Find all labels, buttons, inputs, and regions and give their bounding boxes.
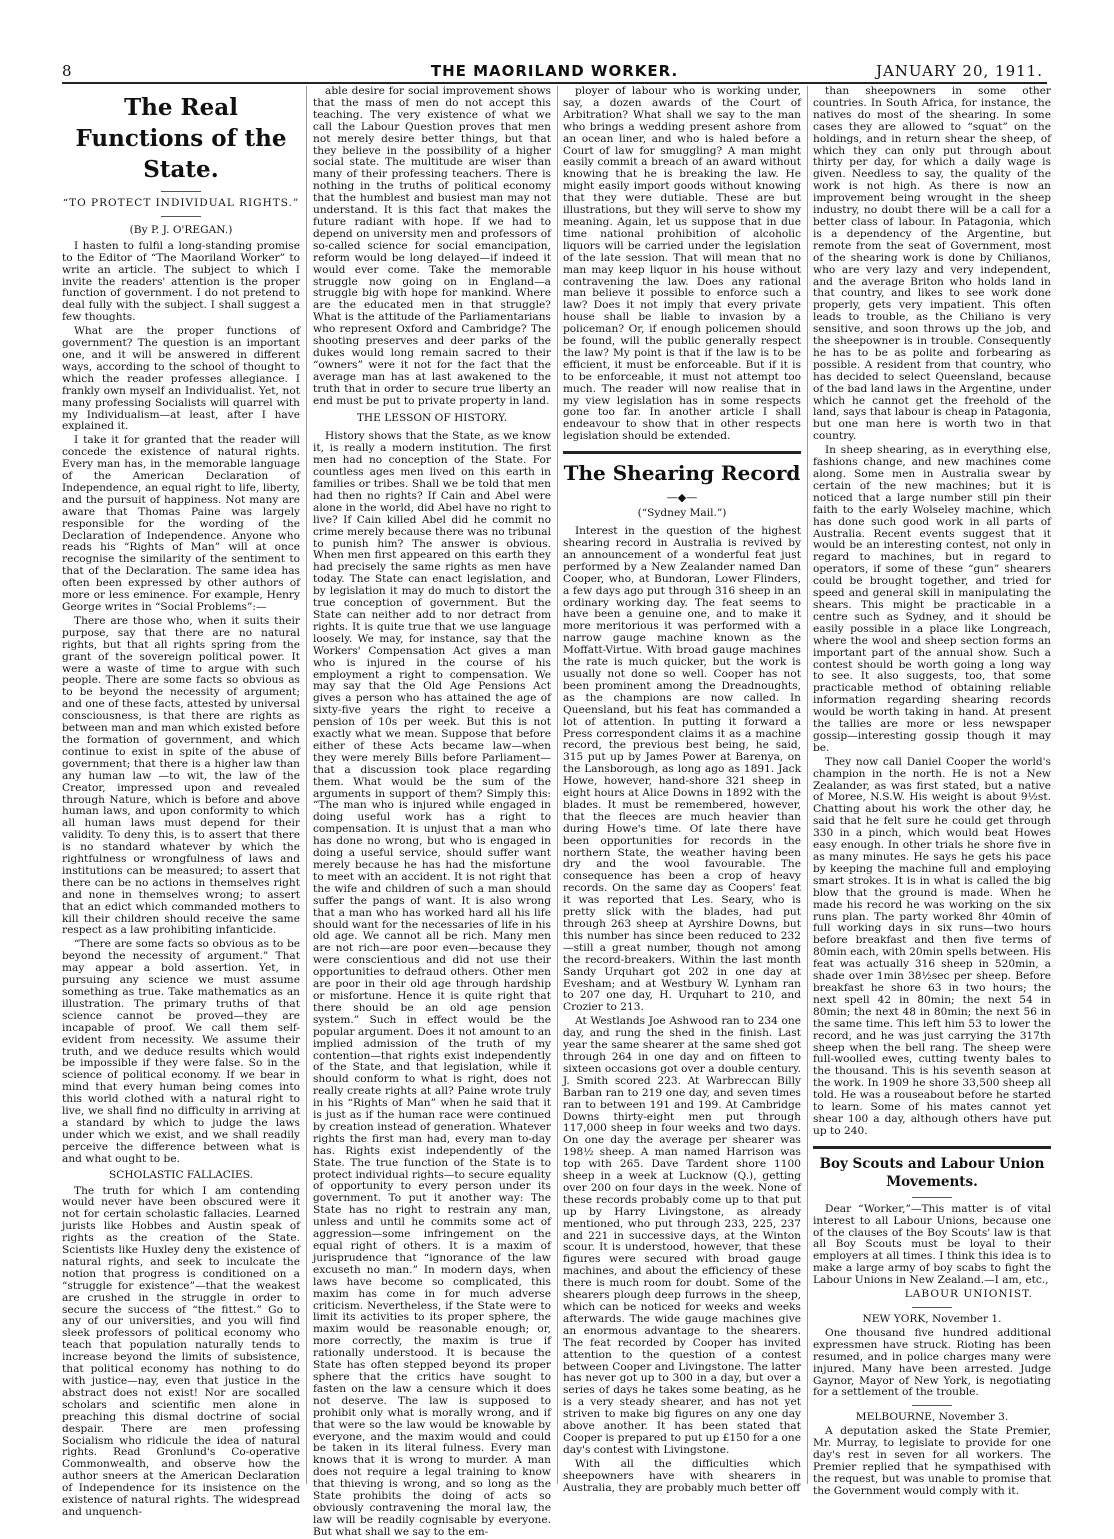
column-3 [563,85,801,1494]
paragraph: In sheep shearing, as in everything else, fashions change, and new machines come along. Some men in Australia swear by certain of the new machines; but it is noticed that a large number still pin their faith to the early Wolseley machine, which has done such good work in all parts of Australia. Recent events suggest that it would be an interesting contest, not only in regard to machines, but in regard to operators, if some of these “gun” shearers could be brought together, and tried for speed and general skill in manipulating the shears. This might be practicable in a centre such as Sydney, and it should be easily possible in a place like Longreach, where the wool and sheep section forms an important part of the annual show. Such a contest should be worth going a long way to see. It also suggests, too, that some practicable method of obtaining reliable information regarding shearing records would be worth taking in hand. At present the tallies are more or less newspaper gossip—interesting gossip though it may be. [813,444,1051,754]
paragraph: The truth for which I am contending would never have been obscured were it not for certain scholastic fallacies. Learned jurists like Hobbes and Austin speak of rights as the creation of the State. Scientists like Huxley deny the existence of natural rights, and seek to inculcate the notion that progress is conditioned on a “struggle for existence”—that the weakest are crushed in the struggle in order to secure the success of “the fittest.” Go to any of our universities, and you will find sleek professors of political economy who teach that population naturally tends to increase beyond the limits of subsistence, that political economy has nothing to do with justice—nay, even that justice in the abstract does not exist! Nor are socalled scholars and scientific men alone in preaching this dismal doctrine of social despair. There are men professing Socialism who ridicule the idea of natural rights. Read Gronlund's Co-operative Commonwealth, and observe how the author sneers at the American Declaration of Independence for its insistence on the existence of natural rights. The widespread and unquench- [62,1184,300,1518]
section-heading: THE LESSON OF HISTORY. [356,412,508,425]
paragraph: History shows that the State, as we know it, is really a modern institution. The first men had no conception of the State. For countless ages men lived on this earth in families or tribes. Shall we be told that men had then no rights? If Cain and Abel were alone in the world, did Abel have no right to live? If Cain killed Abel did he commit no crime merely because there was no tribunal to punish him? The answer is obvious. When men first appeared on this earth they had precisely the same rights as men have today. The State can enact legislation, and by legislation it may do much to distort the true conception of government. But the State can neither add to nor detract from rights. It is quite true that we use language loosely. We may, for instance, say that the Workers' Compensation Act gives a man who is injured in the course of his employment a right to compensation. We may say that the Old Age Pensions Act gives a person who has attained the age of sixty-five years the right to receive a pension of 10s per week. But this is not exactly what we mean. Suppose that before either of these Acts became law—when they were merely Bills before Parliament—that a discussion took place regarding them. What would be the sum of the arguments in support of them? Simply this: “The man who is injured while engaged in doing useful work has a right to compensation. It is unjust that a man who has done no wrong, but who is engaged in doing a useful service, should suffer want merely because he has had the misfortune to meet with an accident. It is not right that the wife and children of such a man should suffer the pangs of want. It is also wrong that a man who has worked hard all his life should want for the necessaries of life in his old age. We cannot all be rich. Many men are not rich—are poor even—because they were conscientious and did not use their opportunities to defraud others. Other men are poor in their old age through hardship or misfortune. Hence it is quite right that there should be an old age pension system.” Such in effect would be the popular argument. Does it not amount to an implied admission of the truth of my contention—that rights exist independently of the State, and that legislation, while it should conform to what is right, does not really create rights at all? Paine wrote truly in his “Rights of Man” when he said that it is just as if the human race were continued by creation instead of generation. Whatever rights the first man had, every man to-day has. Rights exist independently of the State. The true function of the State is to protect individual rights—to secure equality of opportunity to every person under its government. To put it another way: The State has no right to restrain any man, unless and until he commits some act of aggression—some infringement on the equal right of others. It is a maxim of jurisprudence that “ignorance of the law excuseth no man.” In modern days, when laws have become so complicated, this maxim has come in for much adverse criticism. Nevertheless, if the State were to limit its activities to its proper sphere, the maxim would be reasonable enough; or, more correctly, the maxim is true if rationally understood. It is because the State has often stepped beyond its proper sphere that the critics have sought to fasten on the law a censure which it does not deserve. The law is supposed to prohibit only what is morally wrong, and if that were so the law would be knowable by everyone, and the maxim would and could be taken in its literal fulness. Every man knows that it is wrong to murder. A man does not require a legal training to know that thieving is wrong, and so long as the State prohibits the doing of acts so obviously contravening the moral law, the law will be readily cognisable by everyone. But what shall we say to the em- [313,430,551,1538]
letter-text: Dear “Worker,”—This matter is of vital interest to all Labour Unions, because one of the clauses of the Boy Scouts' law is that all Boy Scouts must be loyal to their employers at all times. I think this idea is to make a large army of boy scabs to fight the Labour Unions in New Zealand.—I am, etc., [813,1202,1051,1287]
news-text: One thousand five hundred additional expressmen have struck. Rioting has been resumed, and in police charges many were injured. Many have been arrested. Judge Gaynor, Mayor of New York, is negotiating for a settlement of the trouble. [813,1326,1051,1399]
source-credit: (“Sydney Mail.”) [637,507,727,520]
paragraph: What are the proper functions of government? The question is an important one, and it will be answered in different ways, according to the school of thought to which the reader professes allegiance. I frankly own myself an Individualist. Yet, not many professing Socialists will quarrel with my Individualism—at least, after I have explained it. [62,325,300,433]
page-number: 8 [62,62,72,80]
paragraph: able desire for social improvement shows that the mass of men do not accept this teaching. The very existence of what we call the Labour Question proves that men not merely desire better things, but that they believe in the possibility of a higher social state. The multitude are wiser than many of their professing teachers. There is nothing in the truths of political economy that the humblest and busiest man may not understand. It is this fact that makes the future radiant with hope. If we had to depend on university men and professors of so-called science for social emancipation, reform would be long delayed—if indeed it would ever come. Take the memorable struggle now going on in England—a struggle big with hope for mankind. Where are the educated men in that struggle? What is the attitude of the Parliamentarians who represent Oxford and Cambridge? The shooting preserves and deer parks of the dukes would long remain sacred to their “owners” were it not for the fact that the average man has at last awakened to the truth that in order to secure true liberty an end must be put to private property in land. [313,85,551,407]
masthead [62,60,1047,84]
divider [912,1405,952,1406]
divider [563,451,801,454]
issue-date: JANUARY 20, 1911. [875,62,1043,80]
divider [161,191,201,192]
divider [161,216,201,217]
paragraph: ployer of labour who is working under, say, a dozen awards of the Court of Arbitration? What shall we say to the man who brings a wedding present ashore from an ocean liner, and who is haled before a Court of law for smuggling? A man might easily commit a breach of an award without knowing that he is breaking the law. He might easily import goods without knowing that they were dutiable. These are but illustrations, but they will serve to show my meaning. Again, let us suppose that in due time national prohibition of alcoholic liquors will be carried under the legislation of the late session. That will mean that no man may keep liquor in his house without contravening the law. Does any rational man believe it possible to enforce such a law? Does it not imply that every private house shall be liable to invasion by a policeman? Or, if enough policemen should be found, will the public generally respect the law? My point is that if the law is to be efficient, it must be enforceable. But if it is to be enforceable, it must not attempt too much. The reader will now realise that in my view legislation has in some respects gone too far. In another article I shall endeavour to show that in other respects legislation should be extended. [563,85,801,443]
section-heading: SCHOLASTIC FALLACIES. [108,1168,254,1181]
article-headline: The Real Functions of the State. [75,94,287,183]
paragraph: I take it for granted that the reader will concede the existence of natural rights. Every man has, in the memorable language of the American Declaration of Independence, an equal right to life, liberty, and the pursuit of happiness. Not many are aware that Thomas Paine was largely responsible for the wording of the Declaration of Independence. Anyone who reads his “Rights of Man” will at once recognise the similarity of the sentiment to that of the Declaration. The same idea has often been expressed by other authors of more or less eminence. For example, Henry George writes in “Social Problems”:— [62,434,300,613]
paragraph: There are those who, when it suits their purpose, say that there are no natural rights, but that all rights spring from the grant of the sovereign political power. It were a waste of time to argue with such people. There are some facts so obvious as to be beyond the necessity of argument; and one of these facts, attested by universal consciousness, is that there are rights as between man and man which existed before the formation of government, and which continue to exist in spite of the abuse of government; that there is a higher law than any human law —to wit, the law of the Creator, impressed upon and revealed through Nature, which is before and above human laws, and upon conformity to which all human laws must depend for their validity. To deny this, is to assert that there is no standard whatever by which the rightfulness or wrongfulness of laws and institutions can be measured; to assert that there can be no actions in themselves right and none in themselves wrong; to assert that an edict which commanded mothers to kill their children should receive the same respect as a law prohibiting infanticide. [62,614,300,937]
divider [912,1197,952,1198]
ornament-divider: —◆— [666,491,698,505]
paper-title: THE MAORILAND WORKER. [430,62,679,80]
column-4 [813,85,1051,1497]
news-dateline: MELBOURNE, November 3. [855,1411,1009,1424]
divider [912,1307,952,1308]
column-rule [807,86,808,1484]
news-text: A deputation asked the State Premier, Mr. Murray, to legislate to provide for one day's rest in seven for all workers. The Premier replied that he sympathised with the request, but was unable to promise that the Government would comply with it. [813,1425,1051,1497]
paragraph: Interest in the question of the highest shearing record in Australia is revived by an announcement of a wonderful feat just performed by a New Zealander named Dan Cooper, who, at Bundoran, Lower Flinders, a few days ago put through 316 sheep in an ordinary working day. The feat seems to have been a genuine one, and to make it more meritorious it was performed with a narrow gauge machine known as the Moffatt-Virtue. With broad gauge machines the rate is much quicker, but the work is usually not done so well. Cooper has not been prominent among the Dreadnoughts, as the champions are now called. In Queensland, but his feat has commanded a lot of attention. In putting it forward a Press correspondent claims it as a machine record, the previous best being, he said, 315 put up by James Power at Barenya, on the Lansborough, as long ago as 1891. Jack Howe, however, hand-shore 321 sheep in eight hours at Alice Downs in 1892 with the blades. It must be remembered, however, that the fleeces are much heavier than during Howe's time. Of late there have been opportunities for records in the northern State, the weather having been dry and the wool favourable. The consequence has been a crop of heavy records. On the same day as Coopers' feat it was reported that Les. Seary, who is pretty slick with the blades, had put through 263 sheep at Ayrshire Downs, but this number has since been reduced to 232—still a great number, though not among the record-breakers. Within the last month Sandy Urquhart got 202 in one day at Evesham; and at Westbury W. Lynham ran to 207 one day, H. Urquhart to 210, and Crozier to 213. [563,525,801,1014]
divider [813,1146,1051,1149]
column-1 [62,86,300,1518]
paragraph: With all the difficulties which sheepowners have with shearers in Australia, they are probably much better off [563,1457,801,1494]
article-subhead: “TO PROTECT INDIVIDUAL RIGHTS.” [62,197,300,209]
paragraph: I hasten to fulfil a long-standing promise to the Editor of “The Maoriland Worker” to write an article. The subject to which I invite the readers' attention is the proper function of government. I do not pretend to deal fully with the subject. I shall suggest a few thoughts. [62,239,300,324]
letter-signature: LABOUR UNIONIST. [904,1288,1033,1301]
article-headline: The Shearing Record [563,461,801,486]
paragraph: They now call Daniel Cooper the world's champion in the north. He is not a New Zealander, as was first stated, but a native of Moree, N.S.W. His weight is about 9½st. Chatting about his work the other day, he said that he felt sure he could get through 330 in a pinch, which would beat Howes easy enough. In other trials he shore five in as many minutes. He says he gets his pace by keeping the machine full and employing smart strokes. It is in what is called the big blow that the ground is made. When he made his record he was working on the six runs plan. The party worked 8hr 40min of full working days in six runs—two hours before breakfast and then five terms of 80min each, with 20min spells between. His feat was actually 316 sheep in 520min, a shade over 1min 38½sec per sheep. Before breakfast he shore 63 in two hours; the next spell 42 in 80min; the next 54 in 80min; the next 48 in 80min; the next 56 in the same time. This left him 53 to lower the record, and he was just carrying the 317th sheep when the bell rang. The sheep were full-woolled ewes, cutting twenty bales to the thousand. This is his seventh season at the work. In 1909 he shore 33,500 sheep all told. He was a rouseabout before he started to learn. Some of his mates cannot yet shear 100 a day, although others have put up to 240. [813,755,1051,1137]
column-rule [557,86,558,1484]
column-2 [313,85,551,1538]
paragraph: than sheepowners in some other countries. In South Africa, for instance, the natives do most of the shearing. In some cases they are allowed to “squat” on the holdings, and in return shear the sheep, of which they can only put through about thirty per day, for which a daily wage is given. Needless to say, the quality of the work is not high. As there is now an improvement being wrought in the sheep industry, no doubt there will be a call for a better class of labour. In Patagonia, which is a dependency of the Argentine, but remote from the seat of Government, most of the shearing work is done by Chilianos, who are very lazy and very independent, and the average Briton who holds land in that country, and likes to see work done properly, gets very impatient. This often leads to trouble, as the Chiliano is very sensitive, and soon throws up the job, and the sheepowner is in trouble. Consequently he has to be as polite and forbearing as possible. A resident from that country, who has decided to select Queensland, because of the bad land laws in the Argentine, under which he cannot get the freehold of the land, says that labour is cheap in Patagonia, but one man here is worth two in that country. [813,85,1051,443]
paragraph: “There are some facts so obvious as to be beyond the necessity of argument.” That may appear a bold assertion. Yet, in pursuing any science we must assume something as true. Take mathematics as an illustration. The primary truths of that science cannot be proved—they are incapable of proof. We call them self-evident from necessity. We assume their truth, and we deduce results which would be impossible if they were false. So in the science of political economy. If we bear in mind that every human being comes into this world clothed with a natural right to live, we shall find no difficulty in arriving at a standard by which to judge the laws under which we exist, and we shall readily perceive the difference between what is and what ought to be. [62,938,300,1165]
news-dateline: NEW YORK, November 1. [862,1313,1002,1325]
paragraph: At Westlands Joe Ashwood ran to 234 one day, and rung the shed in the finish. Last year the same shearer at the same shed got through 264 in one day and on fifteen to sixteen occasions got over a double century. J. Smith scored 223. At Warbreccan Billy Barban ran to 219 one day, and seven times ran to between 191 and 199. At Cambridge Downs thirty-eight men put through 117,000 sheep in four weeks and two days. On one day the average per shearer was 198½ sheep. A man named Harrison was top with 265. Dave Tardent shore 1100 sheep in a week at Lucknow (Q.), getting over 200 on four days in the week. None of these records probably come up to that put up by Harry Livingstone, as already mentioned, who put through 233, 225, 237 and 221 in successive days, at the Winton scour. It is understood, however, that these figures were secured with broad gauge machines, and about the efficiency of these there is much room for doubt. Some of the shearers plough deep furrows in the sheep, which can be noticed for weeks and weeks afterwards. The wide gauge machines give an enormous advantage to the shearers. The feat recorded by Cooper has invited attention to the question of a contest between Cooper and Livingstone. The latter has never got up to 300 in a day, but over a series of days he takes some beating, as he is a very steady shearer, and has not yet striven to make big figures on any one day above another. It has been stated that Cooper is prepared to put up £150 for a one day's contest with Livingstone. [563,1015,801,1456]
article-headline: Boy Scouts and Labour Union Movements. [819,1155,1045,1190]
column-rule [306,86,307,1484]
byline: (By P. J. O'REGAN.) [129,223,233,236]
